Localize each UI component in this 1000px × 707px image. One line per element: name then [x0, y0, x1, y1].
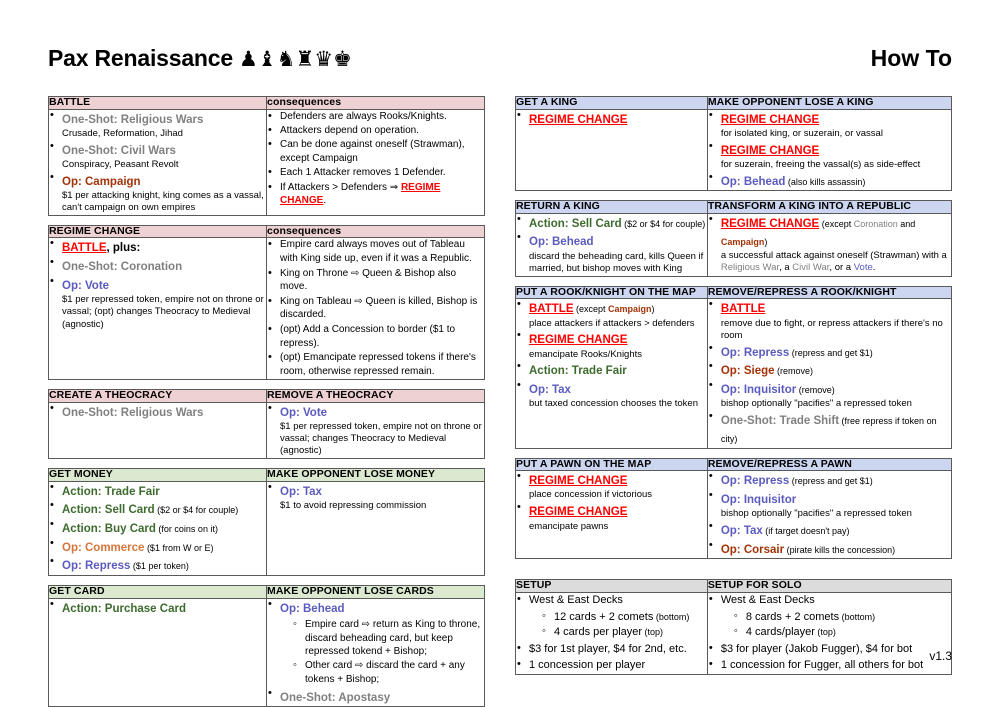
list-item: • Op: Campaign $1 per attacking knight, king comes as a vassal, can't campaign on own empires [49, 172, 266, 215]
header-setup-solo: SETUP FOR SOLO [707, 580, 951, 593]
transform-detail: a successful attack against oneself (Strawman) with a Religious War, a Civil War, or a Vote. [720, 249, 947, 274]
list-battle-consequences [267, 110, 484, 209]
header-battle: BATTLE [49, 97, 267, 110]
sublist-item: ◦ Empire card ⇨ return as King to throne, discard beheading card, but keep repressed tokend + Bishop; [293, 618, 484, 659]
table-header-row [49, 586, 485, 599]
list-item: • Op: Tax (if target doesn't pay) [708, 521, 951, 539]
list-item: • West & East Decks ◦ 12 cards + 2 comets (bottom) ◦ 4 cards per player (top) [516, 593, 707, 641]
header-get-money: GET MONEY [49, 469, 267, 482]
list-item: • Action: Sell Card ($2 or $4 for couple) [516, 214, 707, 232]
list-item: • Action: Buy Card (for coins on it) [49, 519, 266, 537]
table-theocracy [48, 389, 485, 459]
table-row [49, 109, 485, 215]
table-battle [48, 96, 485, 216]
cell-battle-actions [49, 109, 267, 215]
table-header-row [49, 225, 485, 238]
header-remove-pawn: REMOVE/REPRESS A PAWN [707, 458, 951, 471]
cell-regime-change-consequences [267, 238, 485, 379]
cell-remove-rook [707, 299, 951, 448]
table-setup [515, 579, 952, 675]
list-item: • Action: Purchase Card [49, 599, 266, 617]
version-label: v1.3 [929, 649, 952, 663]
table-row [516, 592, 952, 674]
list-item: • Op: Vote $1 per repressed token, empire not on throne or vassal; (opt) changes Theocracy to Medieval (agnostic) [49, 276, 266, 331]
game-title-text: Pax Renaissance [48, 44, 233, 71]
list-item: • Op: Repress (repress and get $1) [708, 471, 951, 489]
list-get-money [49, 482, 266, 575]
table-cards [48, 585, 485, 707]
list-setup [516, 593, 707, 674]
list-item: • Op: Tax $1 to avoid repressing commission [267, 482, 484, 513]
table-header-row [516, 580, 952, 593]
list-item: • Op: Behead (also kills assassin) [708, 172, 951, 190]
header-regime-change: REGIME CHANGE [49, 225, 267, 238]
list-item: • One-Shot: Religious Wars [49, 403, 266, 421]
list-item: • BATTLE, plus: [49, 238, 266, 256]
table-regime-change [48, 225, 485, 380]
list-item: • Op: Repress (repress and get $1) [708, 343, 951, 361]
table-header-row [49, 469, 485, 482]
sublist-item: ◦ 4 cards/player (top) [734, 625, 951, 641]
table-row [49, 598, 485, 707]
list-regime-change-actions [49, 238, 266, 331]
list-item: • REGIME CHANGE [516, 110, 707, 128]
list-put-rook [516, 299, 707, 410]
header-return-king: RETURN A KING [516, 201, 708, 214]
cell-lose-money [267, 481, 485, 575]
list-item: • One-Shot: Religious Wars Crusade, Reformation, Jihad [49, 110, 266, 141]
list-item: • Op: Behead discard the beheading card, kills Queen if married, but bishop moves with King [516, 232, 707, 275]
header-transform-republic: TRANSFORM A KING INTO A REPUBLIC [707, 201, 951, 214]
header-lose-king: MAKE OPPONENT LOSE A KING [707, 97, 951, 110]
list-item: • Op: Vote $1 per repressed token, empire not on throne or vassal; changes Theocracy to Medieval (agnostic) [267, 403, 484, 458]
header-remove-rook: REMOVE/REPRESS A ROOK/KNIGHT [707, 286, 951, 299]
table-rook-knight [515, 286, 952, 449]
page-header [48, 40, 952, 76]
list-lose-king [708, 110, 951, 190]
table-header-row [516, 458, 952, 471]
header-lose-money: MAKE OPPONENT LOSE MONEY [267, 469, 485, 482]
list-item: • REGIME CHANGE place concession if victorious [516, 471, 707, 502]
table-pawn [515, 458, 952, 560]
arrow-icon: ⇒ [389, 181, 399, 193]
table-header-row [49, 389, 485, 402]
cell-create-theocracy [49, 402, 267, 459]
list-item: • King on Throne ⇨ Queen & Bishop also move. [267, 267, 484, 295]
list-battle-actions [49, 110, 266, 215]
header-lose-cards: MAKE OPPONENT LOSE CARDS [267, 586, 485, 599]
table-row [516, 213, 952, 276]
list-setup-solo [708, 593, 951, 674]
list-remove-pawn [708, 471, 951, 558]
list-lose-cards [267, 599, 484, 706]
header-setup: SETUP [516, 580, 708, 593]
list-regime-change-consequences [267, 238, 484, 378]
table-row [516, 109, 952, 191]
header-get-card: GET CARD [49, 586, 267, 599]
list-item: • Action: Trade Fair [516, 361, 707, 379]
list-item: • BATTLE remove due to fight, or repress attackers if there's no room [708, 299, 951, 342]
right-column [515, 96, 952, 707]
cell-get-money [49, 481, 267, 575]
list-item: • Op: Corsair (pirate kills the concession) [708, 540, 951, 558]
list-item: • Op: Siege (remove) [708, 361, 951, 379]
sublist-item: ◦ 12 cards + 2 comets (bottom) [542, 610, 707, 626]
list-item: • Attackers depend on operation. [267, 124, 484, 138]
list-item: • Op: Behead ◦ Empire card ⇨ return as King to throne, discard beheading card, but keep repressed tokend + Bishop; ◦ Other card ⇨ discard the card + any tokens + Bishop; [267, 599, 484, 687]
sublist-item: ◦ Other card ⇨ discard the card + any tokens + Bishop; [293, 659, 484, 687]
table-header-row [49, 97, 485, 110]
list-lose-money [267, 482, 484, 513]
cell-remove-pawn [707, 471, 951, 559]
cell-remove-theocracy [267, 402, 485, 459]
table-header-row [516, 97, 952, 110]
sublist-setup-decks [529, 610, 707, 641]
content-columns [48, 96, 952, 707]
left-column [48, 96, 485, 707]
list-item: • Defenders are always Rooks/Knights. [267, 110, 484, 124]
table-row [49, 402, 485, 459]
header-put-rook: PUT A ROOK/KNIGHT ON THE MAP [516, 286, 708, 299]
header-get-king: GET A KING [516, 97, 708, 110]
cell-lose-cards [267, 598, 485, 707]
cell-setup-solo [707, 592, 951, 674]
list-item: • Op: Commerce ($1 from W or E) [49, 538, 266, 556]
list-item: • (opt) Add a Concession to border ($1 to repress). [267, 323, 484, 351]
list-item: • West & East Decks ◦ 8 cards + 2 comets (bottom) ◦ 4 cards/player (top) [708, 593, 951, 641]
list-item: • Each 1 Attacker removes 1 Defender. [267, 166, 484, 180]
cell-return-king [516, 213, 708, 276]
list-item: • One-Shot: Coronation [49, 257, 266, 275]
table-return-king [515, 200, 952, 277]
list-item: • REGIME CHANGE emancipate pawns [516, 502, 707, 533]
cell-get-king [516, 109, 708, 191]
list-item: • REGIME CHANGE emancipate Rooks/Knights [516, 330, 707, 361]
list-item: • Op: Inquisitor bishop optionally "pacifies" a repressed token [708, 490, 951, 521]
list-item: • REGIME CHANGE for suzerain, freeing the vassal(s) as side-effect [708, 141, 951, 172]
sublist-setup-solo-decks [721, 610, 951, 641]
list-item: • Action: Sell Card ($2 or $4 for couple) [49, 500, 266, 518]
cell-lose-king [707, 109, 951, 191]
list-remove-theocracy [267, 403, 484, 458]
header-create-theocracy: CREATE A THEOCRACY [49, 389, 267, 402]
list-item: • Can be done against oneself (Strawman), except Campaign [267, 138, 484, 166]
cell-transform-republic [707, 213, 951, 276]
sublist-behead [280, 618, 484, 687]
header-regime-change-consequences: consequences [267, 225, 485, 238]
table-row [49, 481, 485, 575]
table-row [516, 299, 952, 448]
list-remove-rook [708, 299, 951, 447]
cell-get-card [49, 598, 267, 707]
list-item: • If Attackers > Defenders ⇒ REGIME CHANGE. [267, 181, 484, 209]
list-item: • $3 for player (Jakob Fugger), $4 for bot [708, 642, 951, 658]
list-item: • $3 for 1st player, $4 for 2nd, etc. [516, 642, 707, 658]
list-item: • 1 concession per player [516, 658, 707, 674]
table-header-row [516, 286, 952, 299]
cell-setup [516, 592, 708, 674]
list-item: • (opt) Emancipate repressed tokens if there's room, otherwise repressed remain. [267, 351, 484, 379]
sublist-item: ◦ 8 cards + 2 comets (bottom) [734, 610, 951, 626]
list-get-card [49, 599, 266, 617]
list-put-pawn [516, 471, 707, 533]
list-item: • Op: Repress ($1 per token) [49, 556, 266, 574]
list-get-king [516, 110, 707, 128]
table-money [48, 468, 485, 576]
list-item: • Action: Trade Fair [49, 482, 266, 500]
list-item: • Op: Inquisitor (remove) bishop optionally "pacifies" a repressed token [708, 380, 951, 411]
list-item: • One-Shot: Civil Wars Conspiracy, Peasant Revolt [49, 141, 266, 172]
header-put-pawn: PUT A PAWN ON THE MAP [516, 458, 708, 471]
list-item: • Op: Tax but taxed concession chooses the token [516, 380, 707, 411]
sublist-item: ◦ 4 cards per player (top) [542, 625, 707, 641]
list-create-theocracy [49, 403, 266, 421]
header-battle-consequences: consequences [267, 97, 485, 110]
page-title [48, 45, 352, 72]
header-remove-theocracy: REMOVE A THEOCRACY [267, 389, 485, 402]
list-item: • King on Tableau ⇨ Queen is killed, Bishop is discarded. [267, 295, 484, 323]
list-item: • One-Shot: Apostasy [267, 688, 484, 706]
chess-pieces-icon: ♟♝♞♜♛♚ [238, 46, 352, 71]
list-item: • REGIME CHANGE for isolated king, or suzerain, or vassal [708, 110, 951, 141]
cell-battle-consequences [267, 109, 485, 215]
table-row [49, 238, 485, 379]
cell-regime-change-actions [49, 238, 267, 379]
list-item: • One-Shot: Trade Shift (free repress if token on city) [708, 411, 951, 447]
cell-put-pawn [516, 471, 708, 559]
list-item: • 1 concession for Fugger, all others for bot [708, 658, 951, 674]
list-item: • Empire card always moves out of Tableau with King side up, even if it was a Republic. [267, 238, 484, 266]
list-return-king [516, 214, 707, 276]
table-row [516, 471, 952, 559]
table-header-row [516, 201, 952, 214]
cell-put-rook [516, 299, 708, 448]
list-item: • REGIME CHANGE (except Coronation and Campaign) a successful attack against oneself (Strawman) with a Religious War, a Civil War, or a Vote. [708, 214, 951, 275]
table-king [515, 96, 952, 191]
sheet-label: How To [870, 44, 952, 71]
list-transform-republic [708, 214, 951, 275]
list-item: • BATTLE (except Campaign) place attackers if attackers > defenders [516, 299, 707, 330]
